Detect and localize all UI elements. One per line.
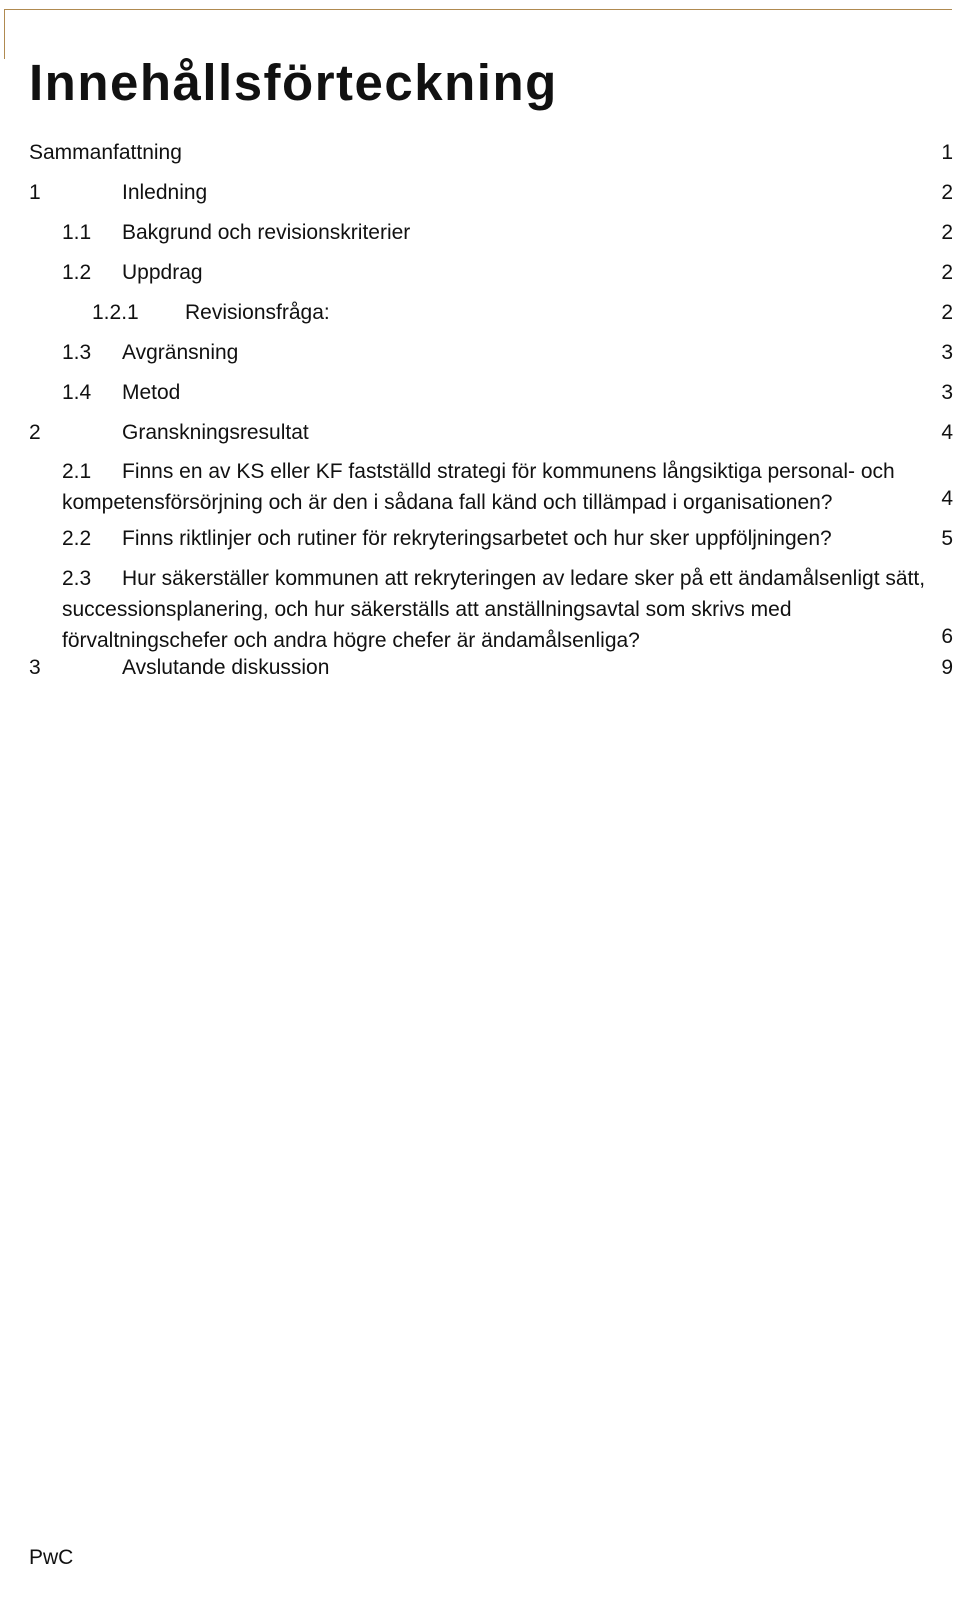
toc-entry-page: 9 (941, 656, 953, 679)
toc-entry-number: 1.2 (62, 261, 92, 284)
toc-entry-number: 2.2 (62, 527, 92, 550)
toc-entry-number: 2 (29, 421, 41, 444)
toc-entry-page: 6 (941, 625, 953, 648)
toc-entry-number: 3 (29, 656, 41, 679)
toc-entry-page: 3 (941, 381, 953, 404)
toc-entry-page: 2 (941, 221, 953, 244)
toc-entry-label: Inledning (122, 181, 208, 204)
toc-entry-label: Hur säkerställer kommunen att rekryteringen av ledare sker på ett ändamålsenligt sätt, successionsplanering, och hur säkerställs att anställningsavtal som skrivs med förvaltningschefer och andra högre chefer är ändamålsenliga? (62, 567, 926, 652)
toc-entry-number: 2.1 (62, 460, 92, 483)
toc-entry-label: Granskningsresultat (122, 421, 309, 444)
toc-entry-page: 4 (941, 487, 953, 510)
toc-entry-label: Bakgrund och revisionskriterier (122, 221, 411, 244)
toc-entry-page: 2 (941, 181, 953, 204)
page-title: Innehållsförteckning (29, 54, 558, 111)
table-of-contents (29, 0, 953, 1611)
toc-entry-number: 1.4 (62, 381, 92, 404)
footer-company-name: PwC (29, 1546, 74, 1569)
toc-entry-label: Finns riktlinjer och rutiner för rekryteringsarbetet och hur sker uppföljningen? (122, 527, 832, 550)
toc-entry-page: 3 (941, 341, 953, 364)
toc-entry-label: Revisionsfråga: (185, 301, 330, 324)
toc-entry-number: 1.1 (62, 221, 92, 244)
toc-entry-label: Avgränsning (122, 341, 239, 364)
toc-entry-page: 2 (941, 261, 953, 284)
toc-entry-number: 2.3 (62, 567, 92, 590)
header-corner-mark (4, 9, 5, 59)
toc-entry-page: 1 (941, 141, 953, 164)
toc-entry-text (62, 456, 932, 518)
toc-entry-number: 1.2.1 (92, 301, 139, 324)
toc-entry-page: 4 (941, 421, 953, 444)
toc-entry-number: 1.3 (62, 341, 92, 364)
toc-entry-page: 2 (941, 301, 953, 324)
toc-entry-label: Avslutande diskussion (122, 656, 330, 679)
toc-entry-text (62, 563, 932, 656)
toc-entry-page: 5 (941, 527, 953, 550)
toc-entry-number: 1 (29, 181, 41, 204)
toc-entry-label: Uppdrag (122, 261, 203, 284)
toc-entry-label: Sammanfattning (29, 141, 182, 164)
toc-entry-label: Metod (122, 381, 181, 404)
toc-entry-label: Finns en av KS eller KF fastställd strategi för kommunens långsiktiga personal- och kompetensförsörjning och är den i sådana fall känd och tillämpad i organisationen? (62, 460, 895, 514)
